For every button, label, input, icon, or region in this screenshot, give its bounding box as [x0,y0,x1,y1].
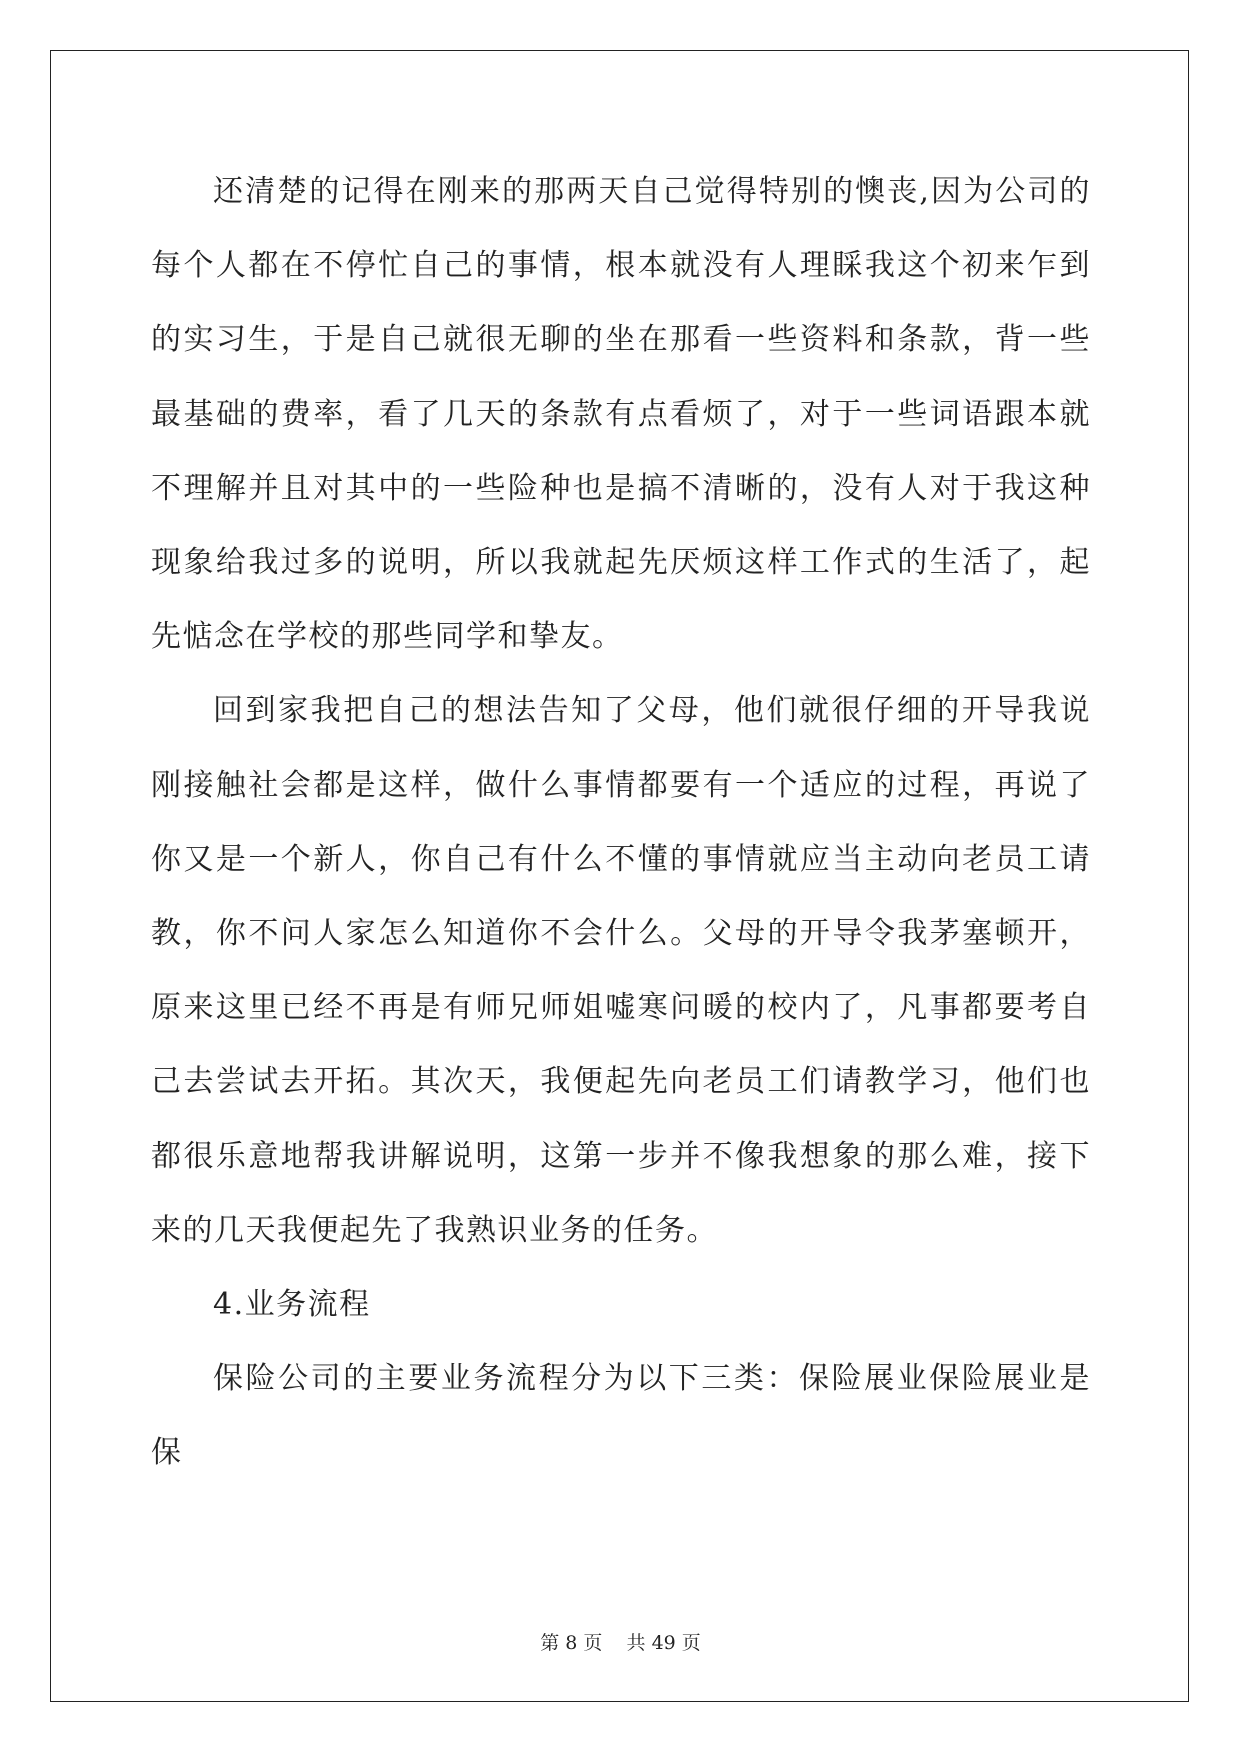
paragraph: 回到家我把自己的想法告知了父母，他们就很仔细的开导我说刚接触社会都是这样，做什么事情都要有一个适应的过程，再说了你又是一个新人，你自己有什么不懂的事情就应当主动向老员工请教，你不问人家怎么知道你不会什么。父母的开导令我茅塞顿开，原来这里已经不再是有师兄师姐嘘寒问暖的校内了，凡事都要考自己去尝试去开拓。其次天，我便起先向老员工们请教学习，他们也都很乐意地帮我讲解说明，这第一步并不像我想象的那么难，接下来的几天我便起先了我熟识业务的任务。 [151,693,1091,1248]
page-footer [0,1628,1241,1655]
page-total: 共 49 页 [626,1632,701,1654]
paragraph: 保险公司的主要业务流程分为以下三类：保险展业保险展业是保 [151,1361,1091,1471]
section-heading: 4.业务流程 [213,1287,371,1323]
document-body [151,155,1091,1491]
page-number: 第 8 页 [540,1632,603,1654]
paragraph: 还清楚的记得在刚来的那两天自己觉得特别的懊丧,因为公司的每个人都在不停忙自己的事情，根本就没有人理睬我这个初来乍到的实习生，于是自己就很无聊的坐在那看一些资料和条款，背一些最基础的费率，看了几天的条款有点看烦了，对于一些词语跟本就不理解并且对其中的一些险种也是搞不清晰的，没有人对于我这种现象给我过多的说明，所以我就起先厌烦这样工作式的生活了，起先惦念在学校的那些同学和挚友。 [151,174,1091,655]
